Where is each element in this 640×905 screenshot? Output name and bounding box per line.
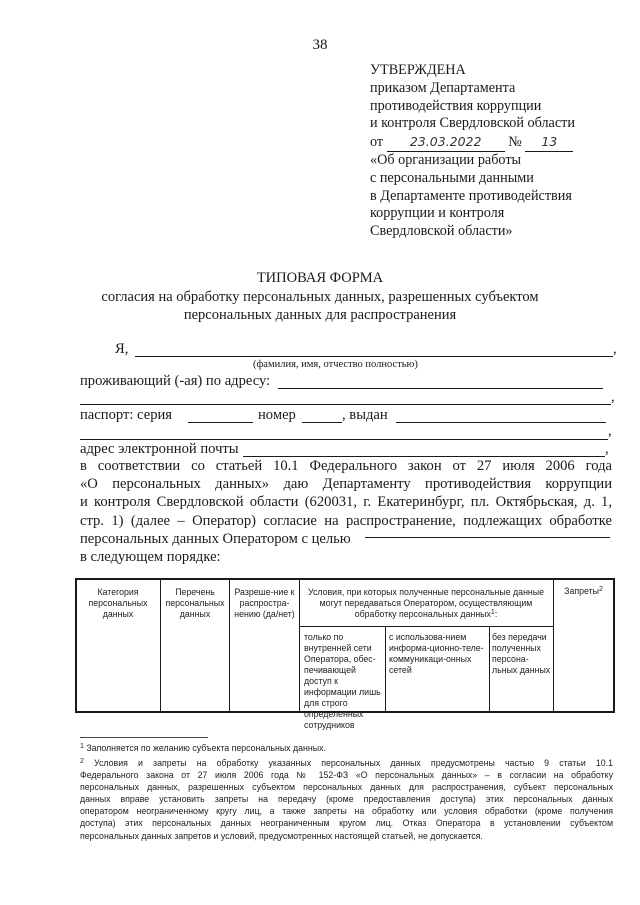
col-conditions-text: Условия, при которых полученные персональные данные могут передаваться Оператором, осуществляющим обработку персональных данных xyxy=(307,587,545,619)
purpose-input-line[interactable] xyxy=(365,537,610,538)
approval-line: приказом Департамента xyxy=(370,79,516,96)
table-border-right xyxy=(613,578,615,713)
approval-block xyxy=(370,62,575,241)
col-conditions-ref: 1 xyxy=(490,609,495,616)
footnote-2-line: доступа) этих персональных данных неограниченным кругом лиц. Отказ Оператора в установлении субъектом xyxy=(80,818,613,829)
table-divider xyxy=(385,626,386,711)
address-label: проживающий (-ая) по адресу: xyxy=(80,373,271,389)
email-label: адрес электронной почты xyxy=(80,441,239,457)
col-bans-ref: 2 xyxy=(598,586,603,593)
footnote-2-line: оператором неограниченному кругу лиц, а также запреты на обработку или условия обработки (кроме получения xyxy=(80,806,613,817)
approval-subject-line: Свердловской области» xyxy=(370,223,513,240)
sub-telecom-networks: с использова-нием информа-ционно-теле-коммуникаци-онных сетей xyxy=(389,632,484,675)
sub-no-transfer: без передачи полученных персона-льных данных xyxy=(492,632,551,675)
approval-line: противодействия коррупции xyxy=(370,97,542,114)
consent-line: и контроля Свердловской области (620031, г. Екатеринбург, пл. Октябрьская, д. 1, xyxy=(80,494,612,511)
passport-issued-label: , выдан xyxy=(342,407,388,423)
passport-series-line[interactable] xyxy=(188,422,253,423)
sub-internal-network: только по внутренней сети Оператора, обес-печивающей доступ к информации лишь для строго определенных сотрудников xyxy=(304,632,381,730)
page-number: 38 xyxy=(312,37,328,53)
approval-date-line xyxy=(370,133,575,152)
order-number: 13 xyxy=(525,133,573,152)
trailing-comma: , xyxy=(613,341,617,357)
form-subtitle-line: персональных данных для распространения xyxy=(183,307,457,323)
table-divider xyxy=(299,580,300,711)
table-divider xyxy=(489,626,490,711)
passport-issued-line[interactable] xyxy=(396,422,606,423)
passport-number-label: номер xyxy=(258,407,296,423)
col-bans-text: Запреты xyxy=(564,586,599,596)
approval-subject-line: «Об организации работы xyxy=(370,151,522,168)
consent-line: «О персональных данных» даю Департаменту противодействия коррупции xyxy=(80,476,612,493)
footnote-2-mark: 2 xyxy=(80,758,84,765)
table-divider xyxy=(160,580,161,711)
passport-series-label: паспорт: серия xyxy=(80,407,173,423)
fio-input-line[interactable] xyxy=(135,356,613,357)
trailing-comma: , xyxy=(611,389,615,405)
table-divider xyxy=(229,580,230,711)
table-divider xyxy=(553,580,554,711)
fio-hint: (фамилия, имя, отчество полностью) xyxy=(253,359,418,370)
footnote-2-line: данных вправе установить запреты на передачу (кроме предоставления доступа) этих персональных данных xyxy=(80,794,613,805)
footnote-2-line: Федерального закона от 27 июля 2006 года № 152-ФЗ «О персональных данных» – в согласии на обработку xyxy=(80,770,613,781)
footnote-2-line xyxy=(80,757,613,769)
footnote-2 xyxy=(80,757,613,842)
approval-heading: УТВЕРЖДЕНА xyxy=(370,62,466,78)
trailing-comma: , xyxy=(608,423,612,439)
table-divider xyxy=(299,626,553,627)
consent-paragraph xyxy=(80,457,612,566)
approval-subject-line: с персональными данными xyxy=(370,169,534,186)
consent-line: в соответствии со статьей 10.1 Федерального закон от 27 июля 2006 года xyxy=(80,458,612,474)
footnote-1 xyxy=(80,742,613,754)
passport-number-line[interactable] xyxy=(302,422,342,423)
col-bans-header xyxy=(556,586,611,597)
col-list-header: Перечень персональных данных xyxy=(165,587,225,619)
footnote-2-line: персональных данных запретов и условий, предусмотренных настоящей статьей, не допускается. xyxy=(80,830,483,841)
address-input-line[interactable] xyxy=(278,388,603,389)
consent-line: стр. 1) (далее – Оператор) согласие на распространение, подлежащих обработке xyxy=(80,512,612,529)
col-allowed-header: Разреше-ние к распростра-нению (да/нет) xyxy=(234,587,295,619)
form-title: ТИПОВАЯ ФОРМА xyxy=(256,270,384,286)
table-border-top xyxy=(75,578,615,580)
address-continuation-line[interactable] xyxy=(80,404,611,405)
col-category-header: Категория персональных данных xyxy=(88,587,148,619)
passport-continuation-line[interactable] xyxy=(80,439,608,440)
date-prefix: от xyxy=(370,134,384,151)
footnote-2-line: персональных данных, разрешенных субъектом персональных данных для распространения, субъект персональных xyxy=(80,782,613,793)
approval-subject-line: коррупции и контроля xyxy=(370,205,505,222)
footnote-separator xyxy=(80,737,208,738)
consent-line: персональных данных Оператором с целью xyxy=(80,530,351,547)
footnote-1-mark: 1 xyxy=(80,743,84,750)
trailing-comma: , xyxy=(605,441,609,457)
form-subtitle-line: согласия на обработку персональных данных, разрешенных субъектом xyxy=(101,289,539,305)
col-conditions-header: Условия, при которых полученные персональные данные могут передаваться Оператором, осуществляющим обработку персональных данных$^1$: xyxy=(307,587,545,619)
approval-subject-line: в Департаменте противодействия xyxy=(370,187,572,204)
approval-line: и контроля Свердловской области xyxy=(370,115,575,132)
footnote-2-text: Условия и запреты на обработку указанных персональных данных предусмотрены частью 9 статьи 10.1 xyxy=(94,758,613,768)
table-border-left xyxy=(75,578,77,713)
ya-label: Я, xyxy=(115,341,129,357)
consent-line: в следующем порядке: xyxy=(80,548,221,565)
footnote-1-text: Заполняется по желанию субъекта персональных данных. xyxy=(86,743,326,753)
number-prefix: № xyxy=(508,134,522,151)
order-date: 23.03.2022 xyxy=(387,133,505,152)
